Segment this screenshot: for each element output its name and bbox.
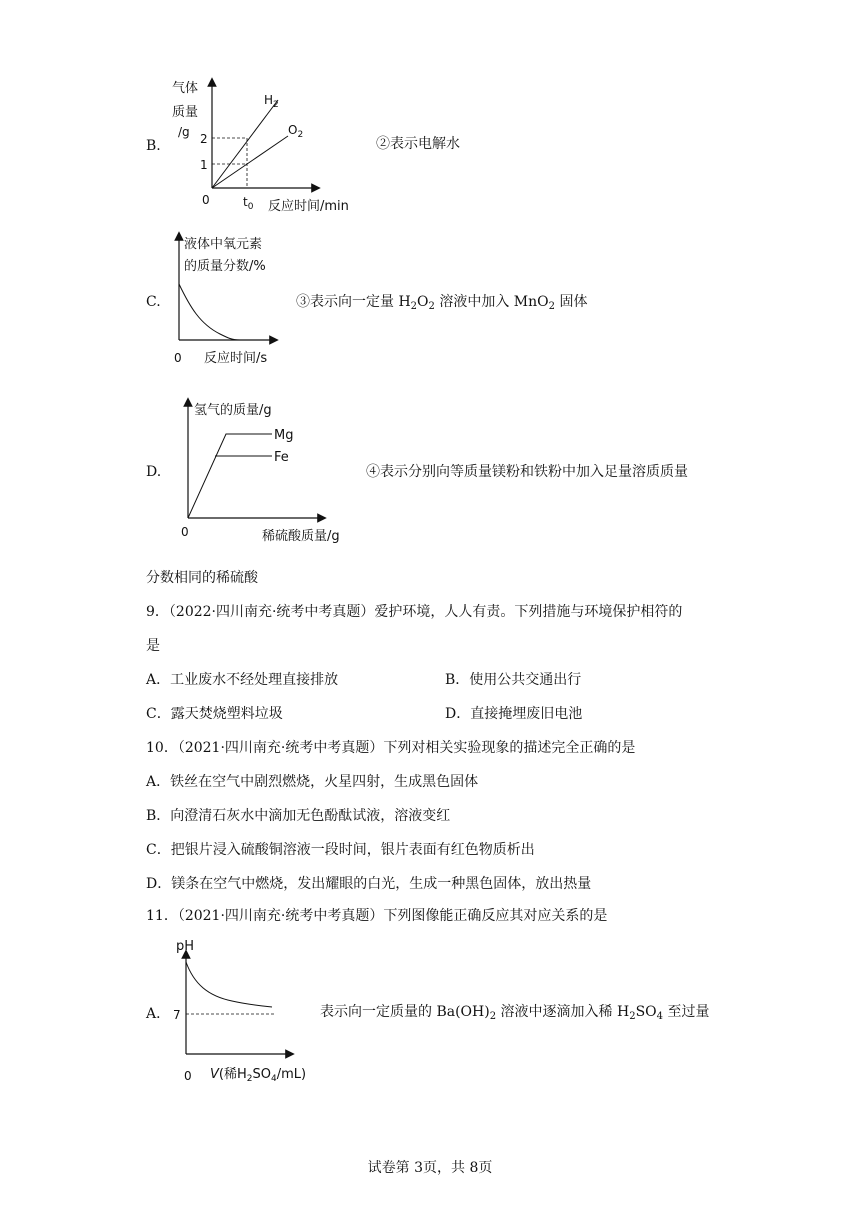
q11-stem: 11．（2021·四川南充·统考中考真题）下列图像能正确反应其对应关系的是	[146, 908, 608, 924]
tick-1: 1	[200, 158, 208, 172]
q10-option-b: B．向澄清石灰水中滴加无色酚酞试液，溶液变红	[146, 808, 451, 824]
origin: 0	[181, 525, 189, 539]
option-d-desc: ④表示分别向等质量镁粉和铁粉中加入足量溶质质量	[366, 464, 688, 480]
tick-7: 7	[173, 1008, 181, 1022]
q10-option-c: C．把银片浸入硫酸铜溶液一段时间，银片表面有红色物质析出	[146, 842, 535, 858]
y-label-2: 的质量分数/%	[184, 259, 266, 274]
x-label: V(稀$H_2SO_4/mL$)	[210, 1067, 307, 1084]
mg-label: Mg	[274, 428, 294, 443]
y-label-1: 气体	[172, 81, 199, 96]
ph-curve	[186, 962, 272, 1007]
t0-label: $t_0$	[243, 195, 254, 212]
origin: 0	[202, 193, 210, 207]
tick-2: 2	[200, 132, 208, 146]
q10-stem: 10．（2021·四川南充·统考中考真题）下列对相关实验现象的描述完全正确的是	[146, 740, 636, 756]
x-label: 稀硫酸质量/g	[262, 529, 340, 544]
y-label: pH	[176, 939, 195, 954]
option-c-letter: C.	[146, 294, 161, 310]
q11-option-a-letter: A．	[146, 1006, 171, 1022]
q11-option-a-desc: 表示向一定质量的 $Ba(OH)_2$ 溶液中逐滴加入稀 $H_2SO_4$ 至过量	[320, 1004, 710, 1022]
q9-option-c: C．露天焚烧塑料垃圾	[146, 706, 283, 722]
origin: 0	[184, 1069, 192, 1083]
option-b-letter: B.	[146, 138, 161, 154]
y-unit: /g	[178, 125, 190, 139]
decay-curve	[179, 284, 240, 340]
x-label: 反应时间/min	[268, 199, 349, 214]
q9-option-d: D．直接掩埋废旧电池	[445, 706, 583, 722]
option-b-graph	[168, 76, 368, 216]
option-d-graph	[176, 396, 356, 546]
q10-option-d: D．镁条在空气中燃烧，发出耀眼的白光，生成一种黑色固体，放出热量	[146, 876, 592, 892]
y-label-1: 液体中氧元素	[184, 237, 263, 252]
origin: 0	[174, 351, 182, 365]
option-b-desc: ②表示电解水	[376, 136, 460, 152]
o2-label: $O_2$	[288, 123, 304, 140]
q10-option-a: A．铁丝在空气中剧烈燃烧，火星四射，生成黑色固体	[146, 774, 479, 790]
o2-line	[212, 136, 288, 188]
x-label: 反应时间/s	[204, 351, 268, 366]
q9-option-b: B．使用公共交通出行	[445, 672, 582, 688]
q9-stem-line-1: 9．（2022·四川南充·统考中考真题）爱护环境，人人有责。下列措施与环境保护相符的	[146, 604, 683, 620]
page-footer: 试卷第 3页，共 8页	[367, 1160, 493, 1176]
q9-stem-line-2: 是	[146, 638, 160, 654]
h2-label: $H_2$	[264, 93, 279, 110]
option-d-letter: D.	[146, 464, 162, 480]
q9-option-a: A．工业废水不经处理直接排放	[146, 672, 339, 688]
q11-option-a-graph	[172, 934, 332, 1084]
h2-line	[212, 100, 278, 188]
option-c-graph	[170, 232, 310, 372]
mg-line	[188, 434, 272, 518]
y-label-2: 质量	[172, 105, 199, 120]
option-c-desc: ③表示向一定量 $H_2O_2$ 溶液中加入 MnO$_2$ 固体	[296, 294, 588, 312]
fe-label: Fe	[274, 450, 289, 465]
y-label: 氢气的质量/g	[194, 403, 272, 418]
option-d-desc-cont: 分数相同的稀硫酸	[146, 570, 258, 586]
